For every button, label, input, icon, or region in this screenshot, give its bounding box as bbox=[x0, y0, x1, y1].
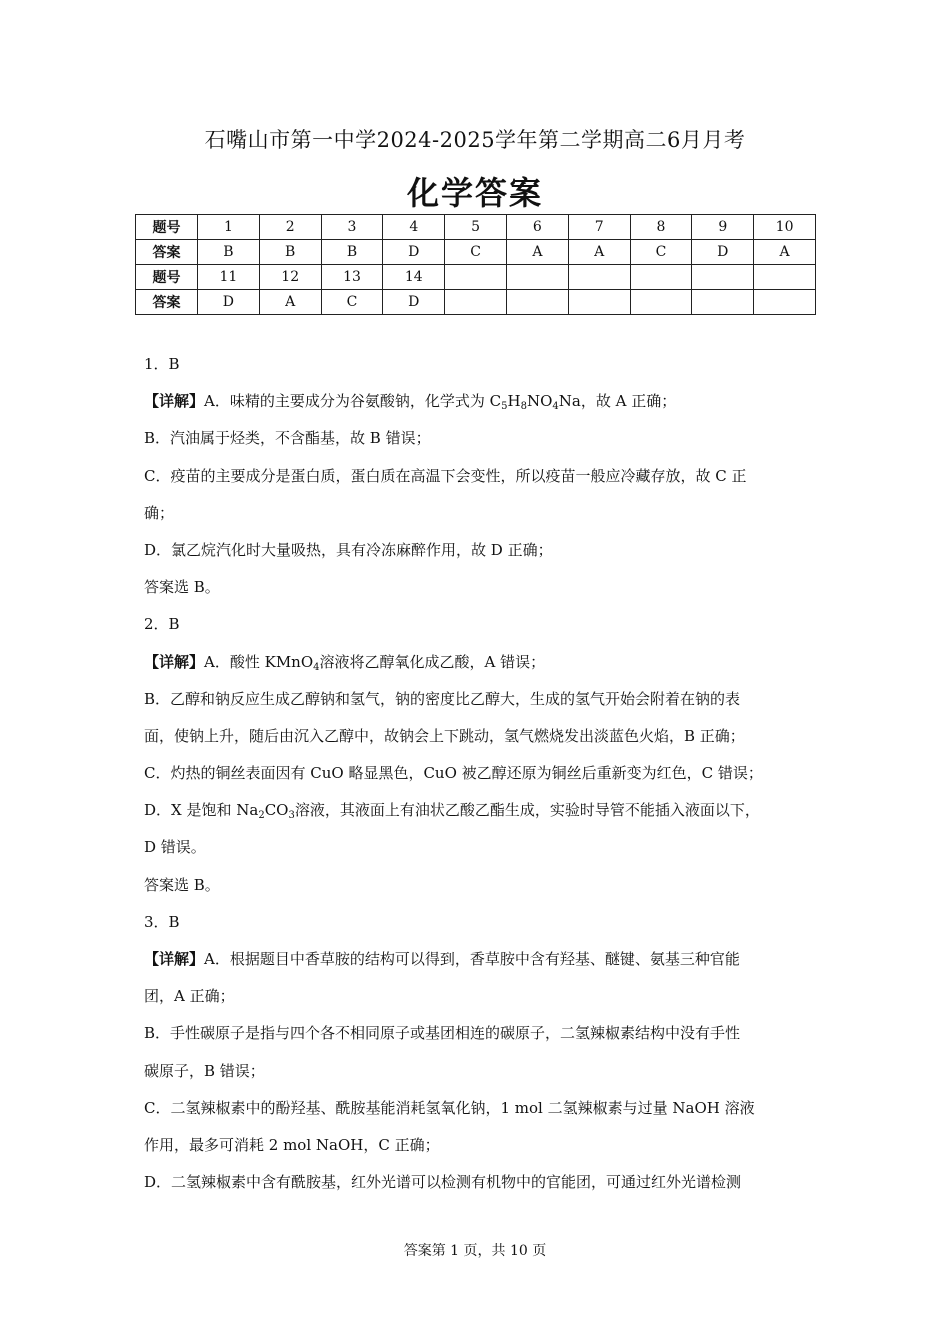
table-cell: C bbox=[321, 290, 383, 315]
question-3-option-b-cont: 碳原子，B 错误； bbox=[144, 1061, 265, 1080]
table-cell: 11 bbox=[198, 265, 260, 290]
table-cell: D bbox=[383, 240, 445, 265]
table-row bbox=[136, 265, 816, 290]
table-cell: 13 bbox=[321, 265, 383, 290]
question-3-option-b: B．手性碳原子是指与四个各不相同原子或基团相连的碳原子，二氢辣椒素结构中没有手性 bbox=[144, 1024, 741, 1043]
school-exam-title: 石嘴山市第一中学2024-2025学年第二学期高二6月月考 bbox=[204, 128, 746, 152]
table-cell bbox=[506, 290, 568, 315]
answer-explanations bbox=[144, 350, 816, 1205]
table-cell bbox=[754, 265, 816, 290]
table-cell: 5 bbox=[445, 215, 507, 240]
table-cell: 12 bbox=[259, 265, 321, 290]
table-row-label: 题号 bbox=[136, 215, 198, 240]
question-1-option-b: B．汽油属于烃类，不含酯基，故 B 错误； bbox=[144, 429, 431, 448]
table-cell: D bbox=[692, 240, 754, 265]
question-1-conclusion: 答案选 B。 bbox=[144, 578, 220, 597]
table-cell: B bbox=[259, 240, 321, 265]
table-cell: A bbox=[568, 240, 630, 265]
question-2-option-b: B．乙醇和钠反应生成乙醇钠和氢气，钠的密度比乙醇大，生成的氢气开始会附着在钠的表 bbox=[144, 689, 741, 708]
table-cell bbox=[754, 290, 816, 315]
question-2-conclusion: 答案选 B。 bbox=[144, 875, 220, 894]
table-cell bbox=[692, 290, 754, 315]
question-1-option-d: D．氯乙烷汽化时大量吸热，具有冷冻麻醉作用，故 D 正确； bbox=[144, 540, 553, 559]
table-cell: 2 bbox=[259, 215, 321, 240]
question-1-option-c-cont: 确； bbox=[144, 503, 175, 522]
table-cell: 9 bbox=[692, 215, 754, 240]
question-2-heading: 2．B bbox=[144, 615, 180, 634]
table-cell bbox=[692, 265, 754, 290]
table-row-label: 答案 bbox=[136, 290, 198, 315]
table-cell: A bbox=[754, 240, 816, 265]
table-row bbox=[136, 215, 816, 240]
table-row-label: 题号 bbox=[136, 265, 198, 290]
table-cell bbox=[630, 265, 692, 290]
table-cell: A bbox=[259, 290, 321, 315]
table-cell: 8 bbox=[630, 215, 692, 240]
question-1-option-c: C．疫苗的主要成分是蛋白质，蛋白质在高温下会变性，所以疫苗一般应冷藏存放，故 C 正 bbox=[144, 466, 747, 485]
table-cell: D bbox=[198, 290, 260, 315]
table-cell: 6 bbox=[506, 215, 568, 240]
question-2-option-a: 【详解】A．酸性 KMnO$_4$溶液将乙醇氧化成乙酸，A 错误； bbox=[144, 652, 546, 673]
explanation-tag: 【详解】 bbox=[144, 392, 205, 411]
question-3-option-d: D．二氢辣椒素中含有酰胺基，红外光谱可以检测有机物中的官能团，可通过红外光谱检测 bbox=[144, 1173, 742, 1192]
table-cell: 10 bbox=[754, 215, 816, 240]
question-2-option-d: D．X 是饱和 $Na_2CO_3$溶液，其液面上有油状乙酸乙酯生成，实验时导管不能插入液面以下， bbox=[144, 801, 760, 822]
answer-key-table bbox=[135, 214, 816, 315]
table-cell bbox=[445, 265, 507, 290]
table-cell: 14 bbox=[383, 265, 445, 290]
page-footer: 答案第 1 页，共 10 页 bbox=[403, 1243, 547, 1259]
question-3-option-c-cont: 作用，最多可消耗 2 mol NaOH，C 正确； bbox=[144, 1135, 440, 1154]
table-cell bbox=[568, 290, 630, 315]
question-1-option-a: 【详解】A．味精的主要成分为谷氨酸钠，化学式为 $C_5H_8NO_4Na$，故 A 正确； bbox=[144, 392, 677, 413]
table-row bbox=[136, 240, 816, 265]
question-3-heading: 3．B bbox=[144, 912, 180, 931]
table-cell: B bbox=[198, 240, 260, 265]
table-cell: B bbox=[321, 240, 383, 265]
table-row bbox=[136, 290, 816, 315]
explanation-tag: 【详解】 bbox=[144, 652, 205, 671]
table-cell bbox=[445, 290, 507, 315]
document-title: 化学答案 bbox=[406, 174, 543, 212]
table-cell: 7 bbox=[568, 215, 630, 240]
question-2-option-d-cont: D 错误。 bbox=[144, 838, 206, 857]
table-cell bbox=[568, 265, 630, 290]
table-cell: C bbox=[445, 240, 507, 265]
table-cell: 1 bbox=[198, 215, 260, 240]
question-3-option-a: 【详解】A．根据题目中香草胺的结构可以得到，香草胺中含有羟基、醚键、氨基三种官能 bbox=[144, 950, 740, 968]
question-2-option-c: C．灼热的铜丝表面因有 CuO 略显黑色，CuO 被乙醇还原为铜丝后重新变为红色，C 错误； bbox=[144, 764, 763, 783]
question-1-heading: 1．B bbox=[144, 355, 180, 373]
table-cell: 3 bbox=[321, 215, 383, 240]
table-cell bbox=[506, 265, 568, 290]
table-cell: 4 bbox=[383, 215, 445, 240]
question-3-option-a-cont: 团，A 正确； bbox=[144, 987, 235, 1006]
table-cell bbox=[630, 290, 692, 315]
table-cell: A bbox=[506, 240, 568, 265]
question-2-option-b-cont: 面，使钠上升，随后由沉入乙醇中，故钠会上下跳动，氢气燃烧发出淡蓝色火焰，B 正确； bbox=[144, 726, 745, 745]
explanation-tag: 【详解】 bbox=[144, 950, 205, 968]
table-cell: D bbox=[383, 290, 445, 315]
table-cell: C bbox=[630, 240, 692, 265]
question-3-option-c: C．二氢辣椒素中的酚羟基、酰胺基能消耗氢氧化钠，1 mol 二氢辣椒素与过量 NaOH 溶液 bbox=[144, 1098, 755, 1117]
table-row-label: 答案 bbox=[136, 240, 198, 265]
